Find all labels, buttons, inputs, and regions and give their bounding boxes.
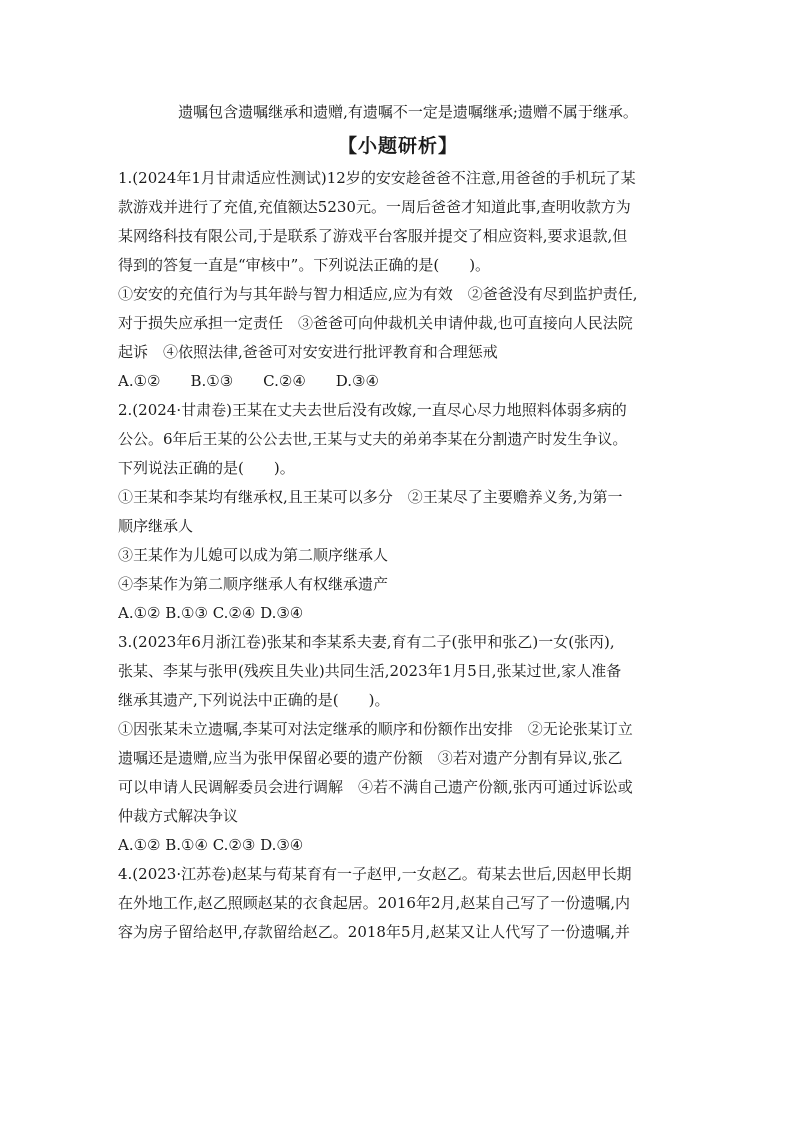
- statement-line: 顺序继承人: [118, 517, 194, 535]
- question-line: 张某、李某与张甲(残疾且失业)共同生活,2023年1月5日,张某过世,家人准备: [118, 662, 622, 680]
- statement-line: ④李某作为第二顺序继承人有权继承遗产: [118, 575, 389, 593]
- statement-line: 仲裁方式解决争议: [118, 807, 239, 825]
- question-line: 4.(2023·江苏卷)赵某与荀某育有一子赵甲,一女赵乙。荀某去世后,因赵甲长期: [118, 865, 632, 883]
- answer-options: A.①② B.①③ C.②④ D.③④: [118, 372, 379, 390]
- question-3: [118, 628, 678, 860]
- question-line: 某网络科技有限公司,于是联系了游戏平台客服并提交了相应资料,要求退款,但: [118, 227, 628, 245]
- question-2: [118, 396, 678, 628]
- statement-line: ①因张某未立遗嘱,李某可对法定继承的顺序和份额作出安排 ②无论张某订立: [118, 720, 633, 738]
- question-line: 容为房子留给赵甲,存款留给赵乙。2018年5月,赵某又让人代写了一份遗嘱,并: [118, 923, 631, 941]
- statement-line: ③王某作为儿媳可以成为第二顺序继承人: [118, 546, 389, 564]
- statement-line: 遗嘱还是遗赠,应当为张甲保留必要的遗产份额 ③若对遗产分割有异议,张乙: [118, 749, 623, 767]
- statement-line: 起诉 ④依照法律,爸爸可对安安进行批评教育和合理惩戒: [118, 343, 498, 361]
- statement-line: ①安安的充值行为与其年龄与智力相适应,应为有效 ②爸爸没有尽到监护责任,: [118, 285, 638, 303]
- question-line: 在外地工作,赵乙照顾赵某的衣食起居。2016年2月,赵某自己写了一份遗嘱,内: [118, 894, 631, 912]
- question-line: 3.(2023年6月浙江卷)张某和李某系夫妻,育有二子(张甲和张乙)一女(张丙),: [118, 633, 615, 651]
- question-line: 1.(2024年1月甘肃适应性测试)12岁的安安趁爸爸不注意,用爸爸的手机玩了某: [118, 169, 636, 187]
- document-content: [118, 98, 678, 947]
- question-1: [118, 164, 678, 396]
- statement-line: 对于损失应承担一定责任 ③爸爸可向仲裁机关申请仲裁,也可直接向人民法院: [118, 314, 633, 332]
- question-line: 款游戏并进行了充值,充值额达5230元。一周后爸爸才知道此事,查明收款方为: [118, 198, 631, 216]
- question-line: 继承其遗产,下列说法中正确的是( )。: [118, 691, 390, 709]
- statement-line: 可以申请人民调解委员会进行调解 ④若不满自己遗产份额,张丙可通过诉讼或: [118, 778, 633, 796]
- question-line: 得到的答复一直是“审核中”。下列说法正确的是( )。: [118, 256, 491, 274]
- statement-line: ①王某和李某均有继承权,且王某可以多分 ②王某尽了主要赡养义务,为第一: [118, 488, 623, 506]
- answer-options: A.①② B.①③ C.②④ D.③④: [118, 604, 304, 622]
- question-4: [118, 860, 678, 947]
- intro-text: 遗嘱包含遗嘱继承和遗赠,有遗嘱不一定是遗嘱继承;遗赠不属于继承。: [178, 103, 638, 121]
- question-line: 公公。6年后王某的公公去世,王某与丈夫的弟弟李某在分割遗产时发生争议。: [118, 430, 628, 448]
- section-title: 【小题研析】: [337, 135, 458, 157]
- answer-options: A.①② B.①④ C.②③ D.③④: [118, 836, 304, 854]
- question-line: 2.(2024·甘肃卷)王某在丈夫去世后没有改嫁,一直尽心尽力地照料体弱多病的: [118, 401, 627, 419]
- question-line: 下列说法正确的是( )。: [118, 459, 295, 477]
